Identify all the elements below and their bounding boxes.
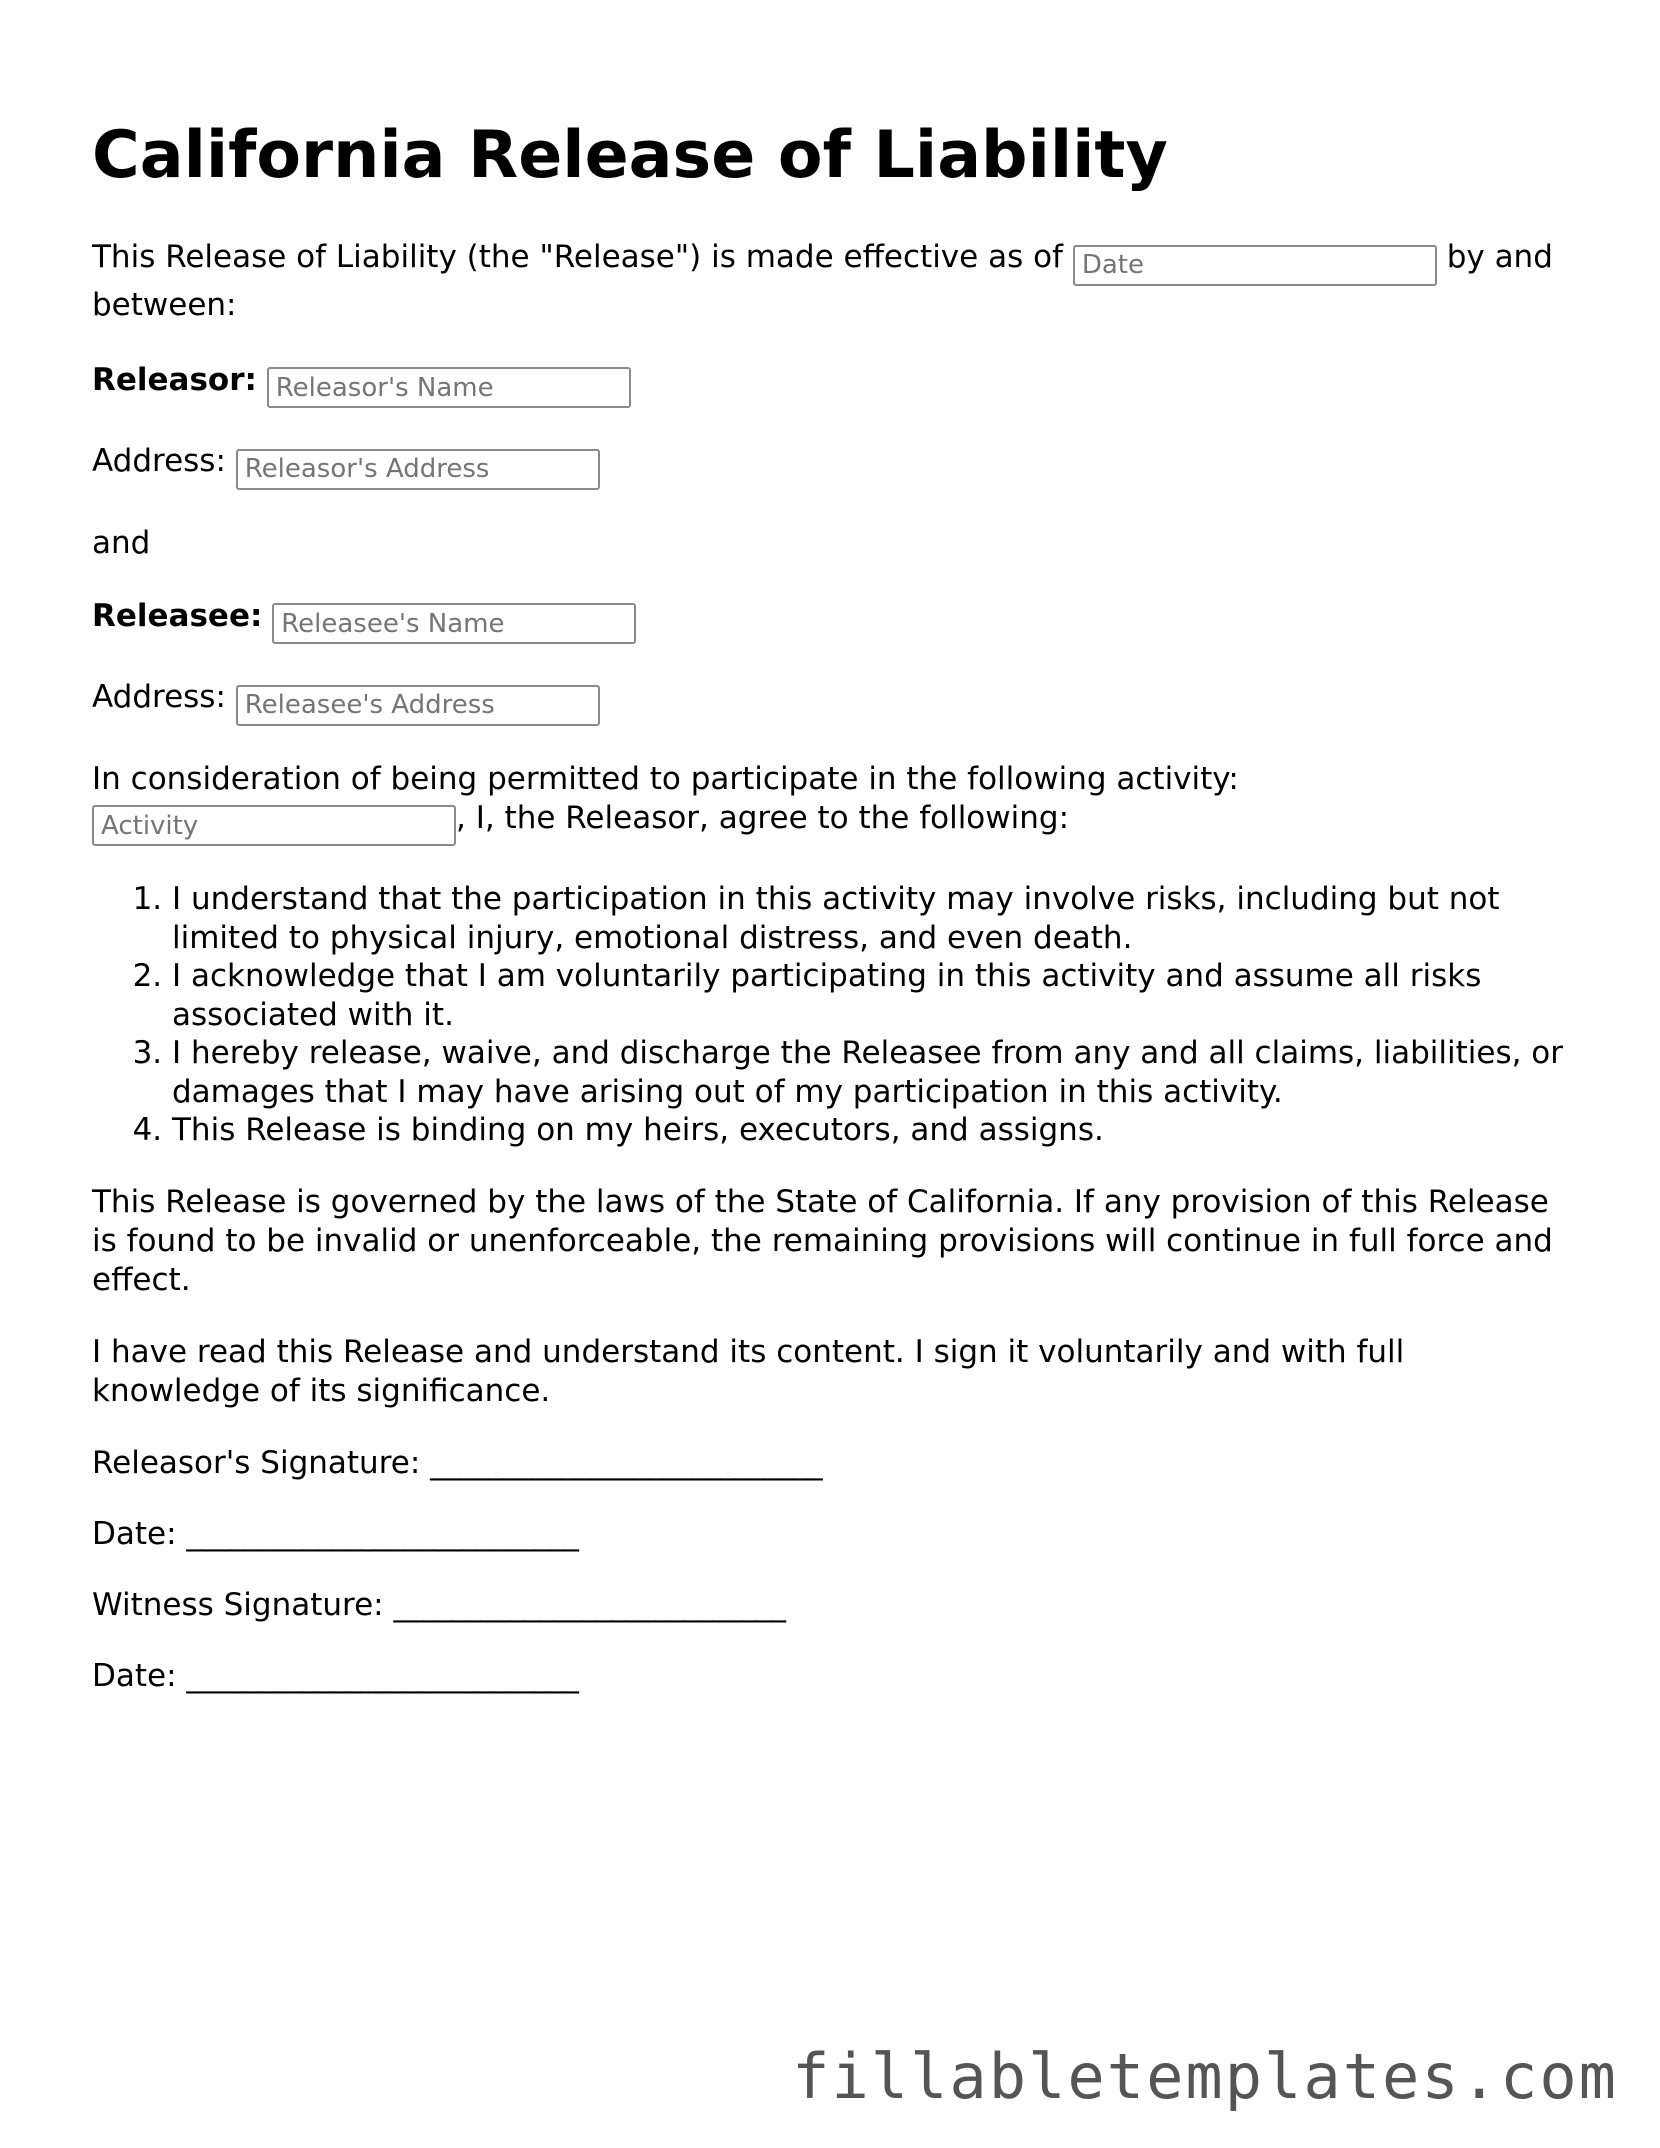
document xyxy=(92,118,1572,1728)
witness-signature-label: Witness Signature: xyxy=(92,1586,384,1623)
releasee-address-field[interactable] xyxy=(236,685,600,726)
date-line-1 xyxy=(92,1515,1572,1554)
releasee-name-field[interactable] xyxy=(272,603,636,644)
releasor-signature-line xyxy=(92,1444,1572,1483)
releasee-row xyxy=(92,597,1572,645)
acknowledgment-paragraph: I have read this Release and understand its content. I sign it voluntarily and with full knowledge of its significance. xyxy=(92,1333,1405,1409)
activity-field[interactable] xyxy=(92,805,456,846)
releasee-address-label: Address: xyxy=(92,679,226,715)
governing-law-paragraph: This Release is governed by the laws of the State of California. If any provision of this Release is found to be invalid or unenforceable, the remaining provisions will continue in full force and effect. xyxy=(92,1183,1553,1298)
witness-signature-line xyxy=(92,1586,1572,1625)
releasor-address-row xyxy=(92,442,1572,490)
releasor-signature-label: Releasor's Signature: xyxy=(92,1444,421,1481)
intro-text-end: by and between: xyxy=(92,239,1553,323)
term-item: 4. This Release is binding on my heirs, executors, and assigns. xyxy=(172,1111,1572,1150)
date-line-2 xyxy=(92,1657,1572,1696)
date-label-1: Date: xyxy=(92,1515,177,1552)
releasor-address-field[interactable] xyxy=(236,449,600,490)
term-item: 1. I understand that the participation in this activity may involve risks, including but not limited to physical injury, emotional distress, and even death. xyxy=(172,880,1572,957)
date-blank[interactable]: ___________________________ xyxy=(186,1515,578,1552)
term-item: 3. I hereby release, waive, and discharge the Releasee from any and all claims, liabilities, or damages that I may have arising out of my participation in this activity. xyxy=(172,1034,1572,1111)
consideration-text-end: , I, the Releasor, agree to the following: xyxy=(456,799,1070,836)
signature-blank[interactable]: ___________________________ xyxy=(393,1586,785,1623)
date-label-2: Date: xyxy=(92,1657,177,1694)
terms-list xyxy=(92,880,1572,1150)
date-blank[interactable]: ___________________________ xyxy=(186,1657,578,1694)
intro-text: This Release of Liability (the "Release") is made effective as of xyxy=(92,239,1063,275)
releasee-address-row xyxy=(92,678,1572,726)
page-title: California Release of Liability xyxy=(92,118,1168,193)
signature-blank[interactable]: ___________________________ xyxy=(430,1444,822,1481)
releasor-row xyxy=(92,361,1572,409)
effective-date-field[interactable] xyxy=(1073,245,1437,286)
consideration-text: In consideration of being permitted to participate in the following activity: xyxy=(92,760,1239,797)
intro-paragraph xyxy=(92,238,1572,325)
releasor-label: Releasor: xyxy=(92,361,257,398)
releasor-address-label: Address: xyxy=(92,443,226,479)
and-text: and xyxy=(92,524,151,561)
watermark: fillabletemplates.com xyxy=(792,2040,1618,2113)
releasor-name-field[interactable] xyxy=(267,367,631,408)
consideration-paragraph xyxy=(92,760,1572,847)
releasee-label: Releasee: xyxy=(92,597,263,634)
term-item: 2. I acknowledge that I am voluntarily participating in this activity and assume all risks associated with it. xyxy=(172,957,1572,1034)
